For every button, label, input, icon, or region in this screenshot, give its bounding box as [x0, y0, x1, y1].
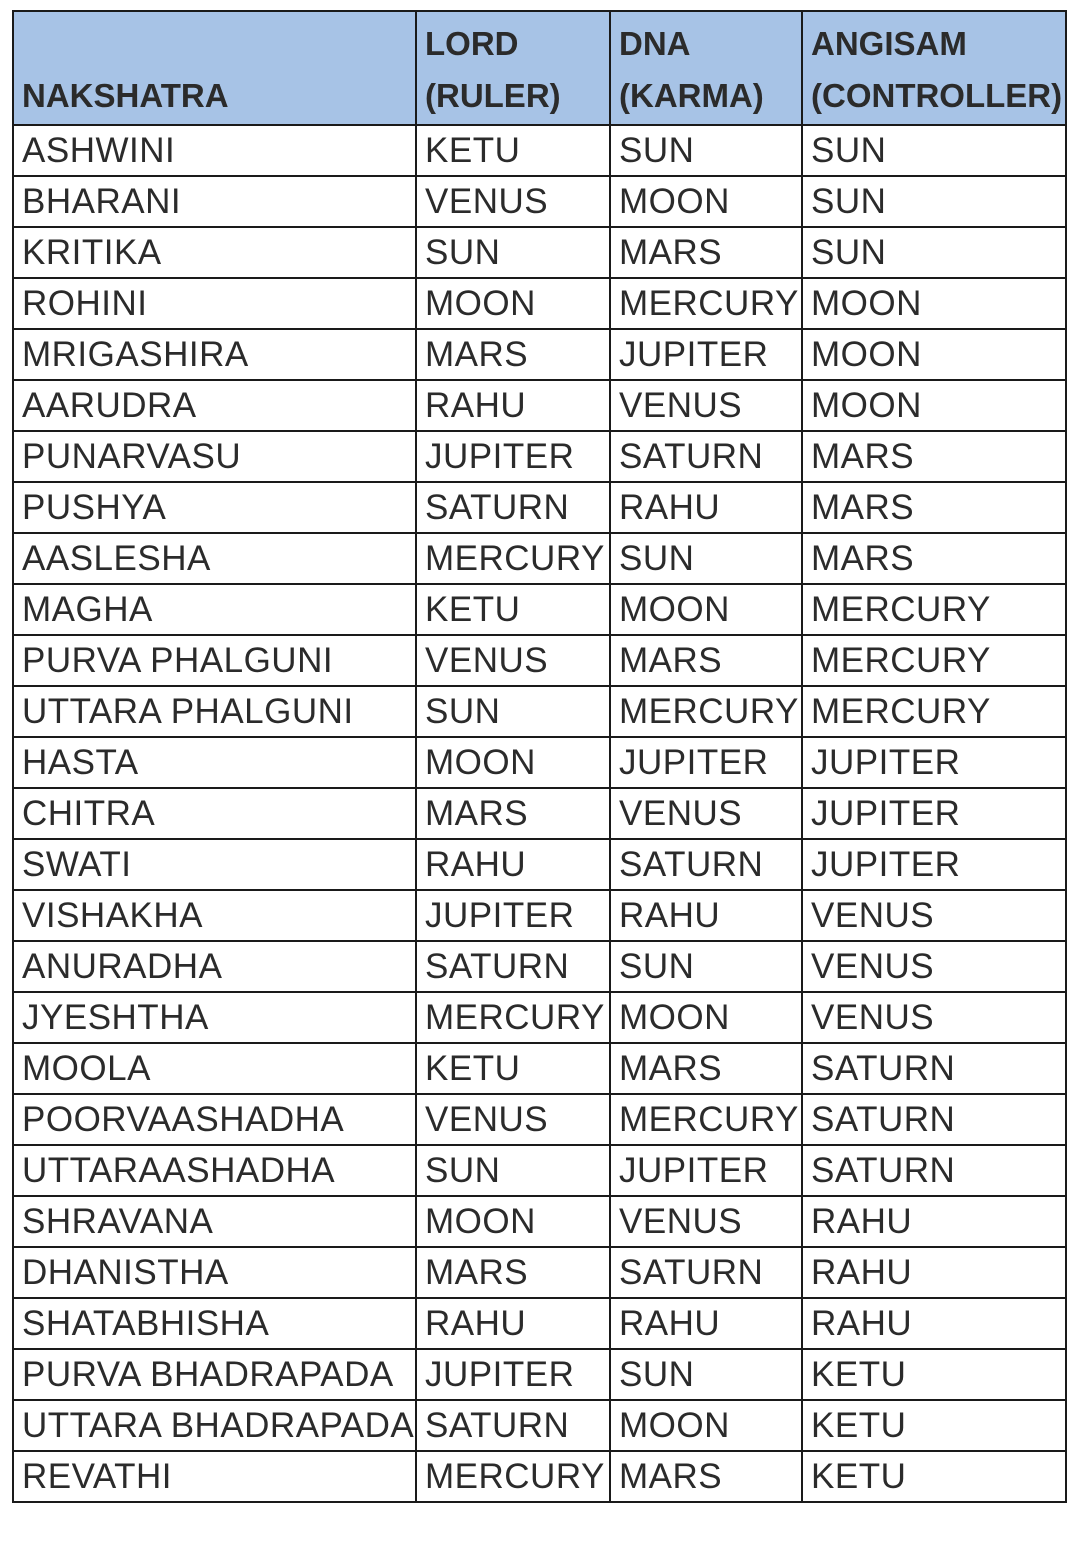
- angisam-cell: KETU: [802, 1451, 1066, 1502]
- dna-cell: MARS: [610, 1451, 802, 1502]
- header-angisam-line1: ANGISAM: [811, 25, 967, 62]
- nakshatra-cell: AARUDRA: [13, 380, 416, 431]
- table-row: [13, 1145, 1066, 1196]
- lord-cell: MERCURY: [416, 533, 610, 584]
- dna-cell: VENUS: [610, 1196, 802, 1247]
- nakshatra-cell: BHARANI: [13, 176, 416, 227]
- table-row: [13, 1349, 1066, 1400]
- dna-cell: JUPITER: [610, 1145, 802, 1196]
- angisam-cell: MOON: [802, 278, 1066, 329]
- dna-cell: SUN: [610, 533, 802, 584]
- table-row: [13, 329, 1066, 380]
- nakshatra-cell: PURVA PHALGUNI: [13, 635, 416, 686]
- header-row: [13, 11, 1066, 125]
- nakshatra-cell: PURVA BHADRAPADA: [13, 1349, 416, 1400]
- lord-cell: MERCURY: [416, 992, 610, 1043]
- nakshatra-cell: PUSHYA: [13, 482, 416, 533]
- dna-cell: MOON: [610, 1400, 802, 1451]
- header-nakshatra-line2: NAKSHATRA: [22, 77, 229, 114]
- dna-cell: MARS: [610, 227, 802, 278]
- dna-cell: MOON: [610, 992, 802, 1043]
- table-row: [13, 482, 1066, 533]
- lord-cell: JUPITER: [416, 1349, 610, 1400]
- angisam-cell: VENUS: [802, 890, 1066, 941]
- angisam-cell: MERCURY: [802, 686, 1066, 737]
- angisam-cell: JUPITER: [802, 788, 1066, 839]
- angisam-cell: MARS: [802, 431, 1066, 482]
- angisam-cell: SATURN: [802, 1043, 1066, 1094]
- dna-cell: MOON: [610, 584, 802, 635]
- angisam-cell: SUN: [802, 227, 1066, 278]
- lord-cell: MOON: [416, 278, 610, 329]
- lord-cell: JUPITER: [416, 431, 610, 482]
- header-nakshatra: [13, 11, 416, 125]
- angisam-cell: KETU: [802, 1400, 1066, 1451]
- nakshatra-table: [12, 10, 1067, 1503]
- angisam-cell: SUN: [802, 176, 1066, 227]
- dna-cell: SATURN: [610, 1247, 802, 1298]
- nakshatra-cell: VISHAKHA: [13, 890, 416, 941]
- lord-cell: KETU: [416, 1043, 610, 1094]
- nakshatra-cell: SWATI: [13, 839, 416, 890]
- dna-cell: MARS: [610, 1043, 802, 1094]
- table-row: [13, 635, 1066, 686]
- lord-cell: VENUS: [416, 176, 610, 227]
- nakshatra-cell: KRITIKA: [13, 227, 416, 278]
- angisam-cell: VENUS: [802, 941, 1066, 992]
- lord-cell: MERCURY: [416, 1451, 610, 1502]
- nakshatra-cell: REVATHI: [13, 1451, 416, 1502]
- dna-cell: MERCURY: [610, 686, 802, 737]
- lord-cell: RAHU: [416, 839, 610, 890]
- dna-cell: VENUS: [610, 788, 802, 839]
- lord-cell: JUPITER: [416, 890, 610, 941]
- angisam-cell: MOON: [802, 329, 1066, 380]
- nakshatra-table-sheet: [12, 10, 1067, 1503]
- table-row: [13, 1451, 1066, 1502]
- nakshatra-cell: ASHWINI: [13, 125, 416, 176]
- nakshatra-cell: JYESHTHA: [13, 992, 416, 1043]
- angisam-cell: RAHU: [802, 1298, 1066, 1349]
- nakshatra-cell: SHATABHISHA: [13, 1298, 416, 1349]
- nakshatra-cell: AASLESHA: [13, 533, 416, 584]
- nakshatra-cell: MOOLA: [13, 1043, 416, 1094]
- dna-cell: SUN: [610, 1349, 802, 1400]
- header-dna: [610, 11, 802, 125]
- angisam-cell: MARS: [802, 482, 1066, 533]
- header-dna-line2: (KARMA): [619, 77, 764, 114]
- table-row: [13, 737, 1066, 788]
- table-row: [13, 227, 1066, 278]
- lord-cell: RAHU: [416, 1298, 610, 1349]
- table-row: [13, 176, 1066, 227]
- table-row: [13, 431, 1066, 482]
- lord-cell: MARS: [416, 329, 610, 380]
- table-row: [13, 686, 1066, 737]
- nakshatra-cell: SHRAVANA: [13, 1196, 416, 1247]
- nakshatra-cell: HASTA: [13, 737, 416, 788]
- dna-cell: VENUS: [610, 380, 802, 431]
- table-row: [13, 1043, 1066, 1094]
- dna-cell: JUPITER: [610, 737, 802, 788]
- angisam-cell: MARS: [802, 533, 1066, 584]
- header-angisam: [802, 11, 1066, 125]
- table-row: [13, 1400, 1066, 1451]
- lord-cell: SATURN: [416, 482, 610, 533]
- angisam-cell: SATURN: [802, 1094, 1066, 1145]
- table-row: [13, 533, 1066, 584]
- table-row: [13, 992, 1066, 1043]
- lord-cell: KETU: [416, 125, 610, 176]
- angisam-cell: MERCURY: [802, 635, 1066, 686]
- table-row: [13, 380, 1066, 431]
- angisam-cell: JUPITER: [802, 737, 1066, 788]
- lord-cell: MOON: [416, 1196, 610, 1247]
- angisam-cell: KETU: [802, 1349, 1066, 1400]
- table-row: [13, 278, 1066, 329]
- dna-cell: MOON: [610, 176, 802, 227]
- header-dna-line1: DNA: [619, 25, 691, 62]
- nakshatra-cell: UTTARA BHADRAPADA: [13, 1400, 416, 1451]
- angisam-cell: RAHU: [802, 1247, 1066, 1298]
- table-row: [13, 1298, 1066, 1349]
- header-angisam-line2: (CONTROLLER): [811, 77, 1063, 114]
- table-row: [13, 890, 1066, 941]
- table-row: [13, 584, 1066, 635]
- nakshatra-cell: DHANISTHA: [13, 1247, 416, 1298]
- header-lord-line2: (RULER): [425, 77, 561, 114]
- lord-cell: VENUS: [416, 635, 610, 686]
- lord-cell: SUN: [416, 227, 610, 278]
- nakshatra-cell: UTTARAASHADHA: [13, 1145, 416, 1196]
- nakshatra-cell: MAGHA: [13, 584, 416, 635]
- dna-cell: SATURN: [610, 431, 802, 482]
- lord-cell: SATURN: [416, 941, 610, 992]
- lord-cell: MARS: [416, 788, 610, 839]
- table-row: [13, 1094, 1066, 1145]
- angisam-cell: MOON: [802, 380, 1066, 431]
- dna-cell: JUPITER: [610, 329, 802, 380]
- header-lord: [416, 11, 610, 125]
- lord-cell: SUN: [416, 686, 610, 737]
- lord-cell: MOON: [416, 737, 610, 788]
- angisam-cell: SUN: [802, 125, 1066, 176]
- angisam-cell: RAHU: [802, 1196, 1066, 1247]
- angisam-cell: JUPITER: [802, 839, 1066, 890]
- nakshatra-cell: ANURADHA: [13, 941, 416, 992]
- dna-cell: RAHU: [610, 1298, 802, 1349]
- lord-cell: KETU: [416, 584, 610, 635]
- nakshatra-cell: PUNARVASU: [13, 431, 416, 482]
- dna-cell: MERCURY: [610, 278, 802, 329]
- table-row: [13, 788, 1066, 839]
- lord-cell: SATURN: [416, 1400, 610, 1451]
- lord-cell: MARS: [416, 1247, 610, 1298]
- nakshatra-cell: CHITRA: [13, 788, 416, 839]
- lord-cell: VENUS: [416, 1094, 610, 1145]
- dna-cell: SUN: [610, 125, 802, 176]
- angisam-cell: VENUS: [802, 992, 1066, 1043]
- nakshatra-cell: UTTARA PHALGUNI: [13, 686, 416, 737]
- lord-cell: SUN: [416, 1145, 610, 1196]
- table-row: [13, 839, 1066, 890]
- angisam-cell: SATURN: [802, 1145, 1066, 1196]
- table-header: [13, 11, 1066, 125]
- header-lord-line1: LORD: [425, 25, 519, 62]
- dna-cell: MERCURY: [610, 1094, 802, 1145]
- angisam-cell: MERCURY: [802, 584, 1066, 635]
- dna-cell: RAHU: [610, 482, 802, 533]
- dna-cell: MARS: [610, 635, 802, 686]
- dna-cell: SATURN: [610, 839, 802, 890]
- table-row: [13, 1247, 1066, 1298]
- nakshatra-cell: MRIGASHIRA: [13, 329, 416, 380]
- table-row: [13, 1196, 1066, 1247]
- nakshatra-cell: ROHINI: [13, 278, 416, 329]
- table-body: [13, 125, 1066, 1502]
- dna-cell: SUN: [610, 941, 802, 992]
- nakshatra-cell: POORVAASHADHA: [13, 1094, 416, 1145]
- table-row: [13, 125, 1066, 176]
- lord-cell: RAHU: [416, 380, 610, 431]
- table-row: [13, 941, 1066, 992]
- dna-cell: RAHU: [610, 890, 802, 941]
